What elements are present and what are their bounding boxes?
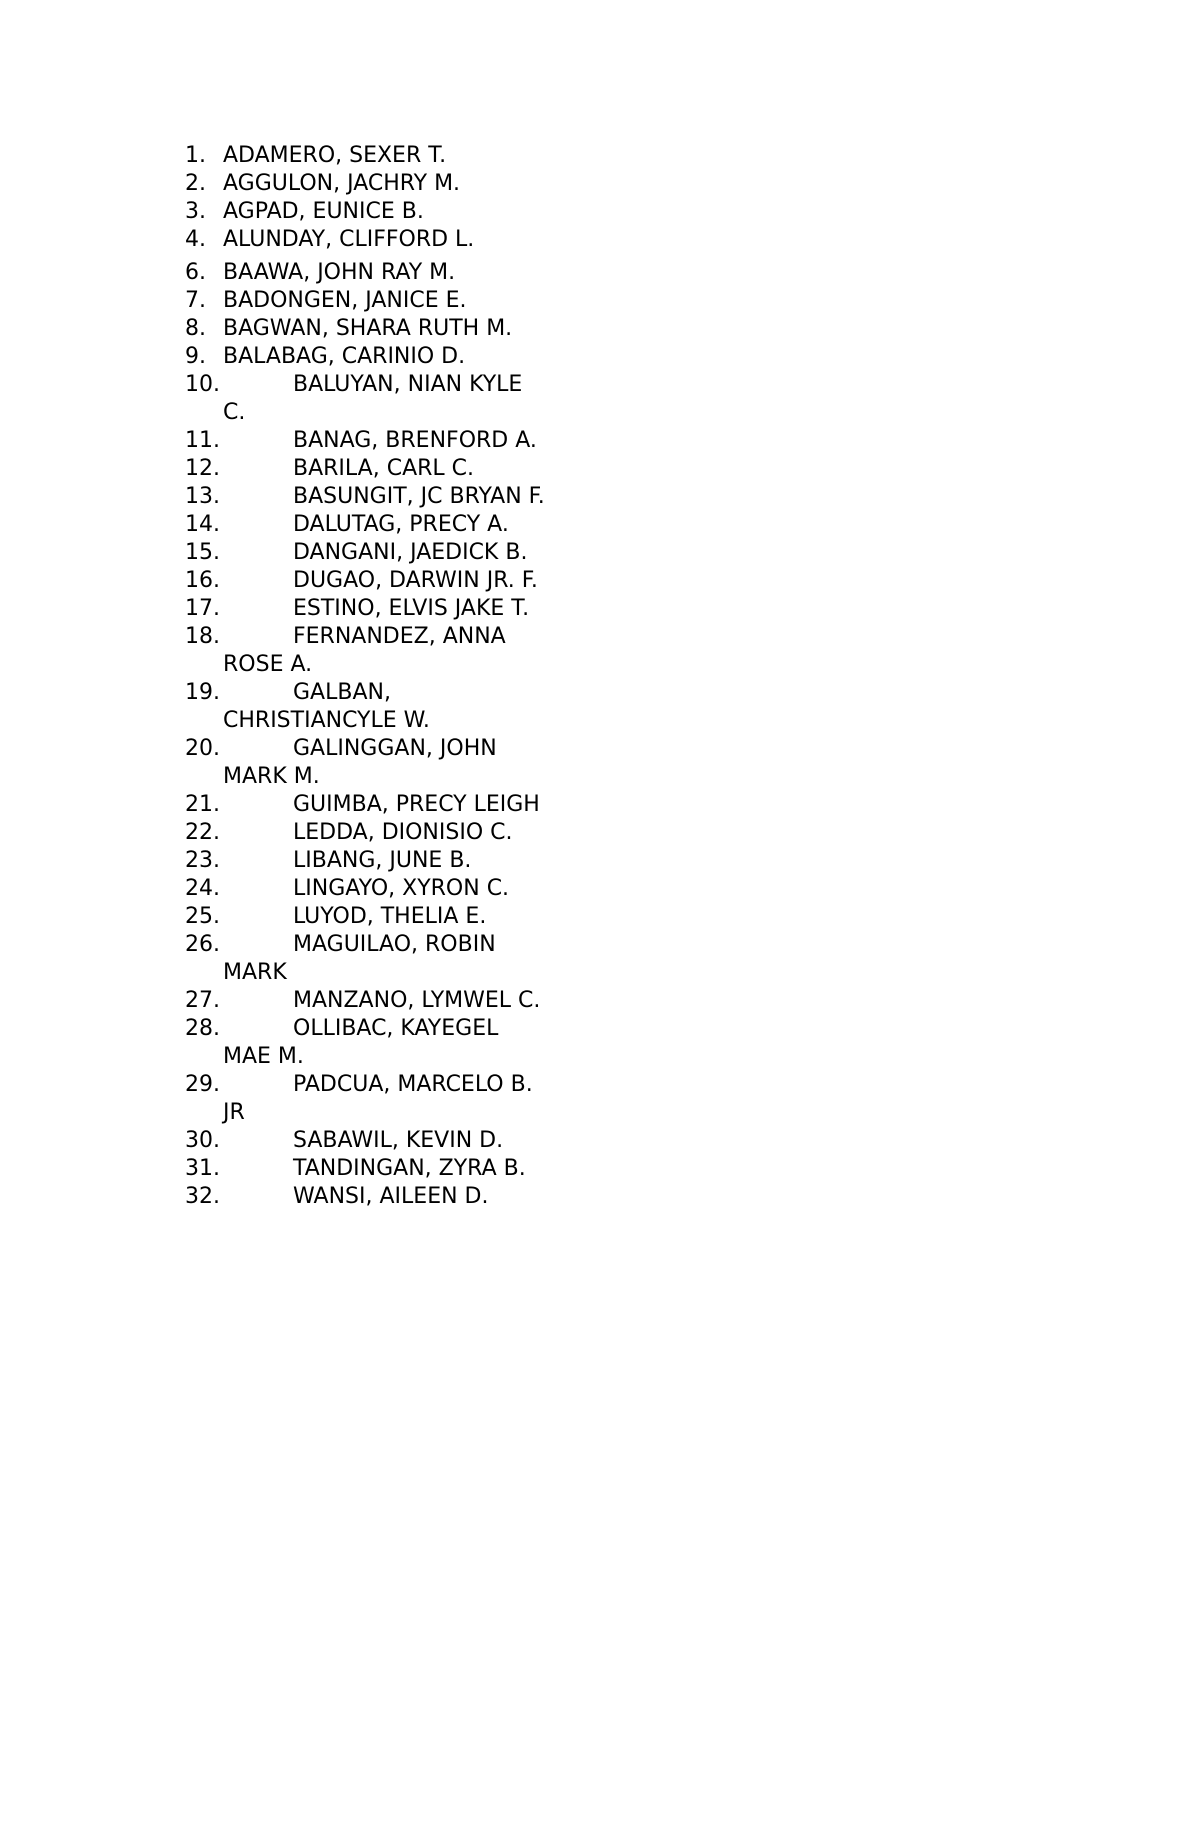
item-name: BADONGEN, JANICE E. [223,288,467,313]
item-name: GALINGGAN, JOHN MARK M. [223,736,497,789]
list-item [185,455,545,483]
list-item [185,1015,545,1071]
item-name: LEDDA, DIONISIO C. [293,820,513,845]
item-name: GUIMBA, PRECY LEIGH [293,792,540,817]
item-number: 28. [185,1016,220,1041]
item-name: BASUNGIT, JC BRYAN F. [293,484,545,509]
item-number: 8. [185,316,206,341]
item-number: 15. [185,540,220,565]
item-name: BANAG, BRENFORD A. [293,428,537,453]
list-item [185,903,545,931]
list-item [185,539,545,567]
item-number: 4. [185,227,206,252]
item-number: 32. [185,1184,220,1209]
item-name: LUYOD, THELIA E. [293,904,487,929]
name-list [185,142,545,1211]
item-number: 31. [185,1156,220,1181]
list-item [185,1183,545,1211]
item-number: 1. [185,143,206,168]
list-item [185,679,545,735]
item-name: BAAWA, JOHN RAY M. [223,260,456,285]
list-item [185,595,545,623]
item-number: 10. [185,372,220,397]
list-item [185,315,545,343]
item-name: DUGAO, DARWIN JR. F. [293,568,538,593]
item-name: BALUYAN, NIAN KYLE C. [223,372,523,425]
item-name: MAGUILAO, ROBIN MARK [223,932,496,985]
item-name: PADCUA, MARCELO B. JR [223,1072,533,1125]
item-number: 3. [185,199,206,224]
list-item [185,170,545,198]
item-number: 2. [185,171,206,196]
item-number: 24. [185,876,220,901]
list-item [185,987,545,1015]
item-number: 17. [185,596,220,621]
item-number: 11. [185,428,220,453]
item-name: DALUTAG, PRECY A. [293,512,509,537]
list-item [185,1071,545,1127]
list-item [185,427,545,455]
item-number: 19. [185,680,220,705]
list-item [185,371,545,427]
list-item [185,1155,545,1183]
item-number: 14. [185,512,220,537]
item-name: BARILA, CARL C. [293,456,475,481]
list-item [185,567,545,595]
item-number: 29. [185,1072,220,1097]
list-item [185,343,545,371]
item-number: 21. [185,792,220,817]
list-item [185,198,545,226]
list-item [185,735,545,791]
item-number: 12. [185,456,220,481]
list-item [185,791,545,819]
list-item [185,483,545,511]
item-number: 18. [185,624,220,649]
item-name: ALUNDAY, CLIFFORD L. [223,227,475,252]
list-item [185,819,545,847]
item-number: 9. [185,344,206,369]
item-number: 25. [185,904,220,929]
item-number: 7. [185,288,206,313]
item-name: DANGANI, JAEDICK B. [293,540,528,565]
list-item [185,847,545,875]
item-name: ADAMERO, SEXER T. [223,143,447,168]
item-number: 6. [185,260,206,285]
item-number: 26. [185,932,220,957]
clipped-list-item [185,250,545,259]
item-name: AGPAD, EUNICE B. [223,199,424,224]
list-item [185,931,545,987]
item-number: 27. [185,988,220,1013]
item-name: LIBANG, JUNE B. [293,848,472,873]
item-number: 23. [185,848,220,873]
item-number: 22. [185,820,220,845]
item-name: BALABAG, CARINIO D. [223,344,466,369]
item-name: WANSI, AILEEN D. [293,1184,489,1209]
item-name: TANDINGAN, ZYRA B. [293,1156,526,1181]
list-item [185,259,545,287]
item-number: 30. [185,1128,220,1153]
list-item [185,623,545,679]
item-name: MANZANO, LYMWEL C. [293,988,541,1013]
list-item [185,875,545,903]
item-name: LINGAYO, XYRON C. [293,876,510,901]
item-name: FERNANDEZ, ANNA ROSE A. [223,624,506,677]
item-number: 16. [185,568,220,593]
list-item [185,511,545,539]
item-name: ESTINO, ELVIS JAKE T. [293,596,530,621]
item-name: SABAWIL, KEVIN D. [293,1128,504,1153]
item-number: 20. [185,736,220,761]
list-item [185,142,545,170]
item-name: BAGWAN, SHARA RUTH M. [223,316,513,341]
list-item [185,287,545,315]
list-item [185,1127,545,1155]
item-name: AGGULON, JACHRY M. [223,171,461,196]
item-number: 13. [185,484,220,509]
item-name: OLLIBAC, KAYEGEL MAE M. [223,1016,499,1069]
item-name: GALBAN, CHRISTIANCYLE W. [223,680,430,733]
